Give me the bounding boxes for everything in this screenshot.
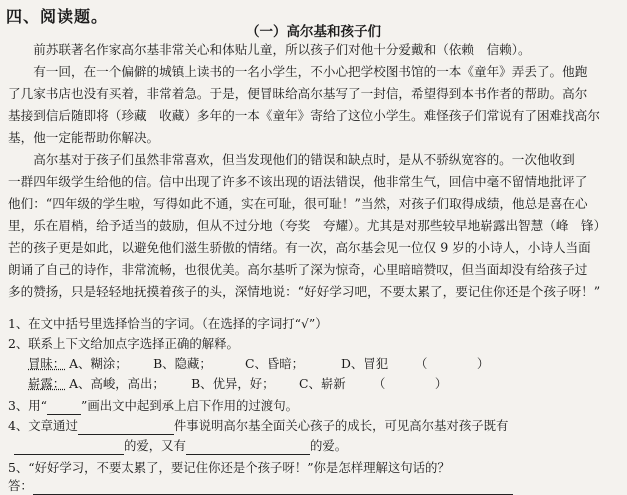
question-2-line-2 xyxy=(28,374,618,393)
q2-word-2: 崭露： xyxy=(28,376,66,391)
question-5-answer: 答： xyxy=(8,476,620,495)
q2-option: D、冒犯 xyxy=(340,356,389,371)
question-4: 4、文章通过 件事说明高尔基全面关心孩子的成长，可见高尔基对孩子既有 xyxy=(8,418,509,433)
passage-line: 高尔基对于孩子们虽然非常喜欢，但当发现他们的错误和缺点时，是从不骄纵宽容的。一次他收到 xyxy=(8,152,575,167)
q2-word-1: 冒昧： xyxy=(28,356,66,371)
question-4-cont: 的爱，又有 的爱。 xyxy=(14,436,626,455)
passage-title: （一）高尔基和孩子们 xyxy=(246,24,381,40)
q2-answer-paren[interactable]: （ ） xyxy=(372,376,448,391)
answer-line[interactable] xyxy=(33,481,513,495)
question-5: 5、“好好学习，不要太累了，要记住你还是个孩子呀！”你是怎样理解这句话的？ xyxy=(8,460,450,475)
passage-line: 里，乐在眉梢，给予适当的鼓励，但从不过分地（夸奖 夸耀）。尤其是对那些较早地崭露出智慧（峰 锋） xyxy=(8,218,607,233)
q2-answer-paren[interactable]: （ ） xyxy=(414,356,490,371)
q2-option: A、高峻，高出； xyxy=(69,376,165,391)
q4-blank[interactable] xyxy=(78,421,174,435)
passage-line: 基，他一定能帮助你解决。 xyxy=(8,130,160,145)
passage-line: 前苏联著名作家高尔基非常关心和体贴儿童，所以孩子们对他十分爱戴和（依赖 信赖）。 xyxy=(8,42,531,57)
q4-blank[interactable] xyxy=(186,441,310,455)
q2-option: C、崭新 xyxy=(299,376,346,391)
passage-line: 朗诵了自己的诗作，非常流畅，也很优美。高尔基听了深为惊奇，心里暗暗赞叹，但当面却没有给孩子过 xyxy=(8,262,588,277)
q2-option: C、昏暗； xyxy=(245,356,305,371)
question-2: 2、联系上下文给加点字选择正确的解释。 xyxy=(8,336,239,351)
wavy-line-sample xyxy=(47,401,81,415)
passage-line: 有一回，在一个偏僻的城镇上读书的一名小学生，不小心把学校图书馆的一本《童年》弄丢了。他跑 xyxy=(8,64,588,79)
q2-option: A、糊涂； xyxy=(69,356,128,371)
q2-option: B、优异，好； xyxy=(191,376,275,391)
question-1: 1、在文中括号里选择恰当的字词。（在选择的字词打“√”） xyxy=(8,316,328,331)
q2-option: B、隐藏； xyxy=(153,356,212,371)
section-heading: 四、阅读题。 xyxy=(6,7,109,26)
passage-line: 芒的孩子更是如此，以避免他们滋生骄傲的情绪。有一次，高尔基会见一位仅 9 岁的小诗人，小诗人当面 xyxy=(8,240,591,255)
passage-line: 了几家书店也没有买着，非常着急。于是，便冒昧给高尔基写了一封信，希望得到本书作者的帮助。高尔 xyxy=(8,86,588,101)
passage-line: 基接到信后随即将（珍藏 收藏）多年的一本《童年》寄给了这位小学生。难怪孩子们常说有了困难找高尔 xyxy=(8,108,600,123)
passage-line: 一群四年级学生给他的信。信中出现了许多不该出现的语法错误，他非常生气，回信中毫不留情地批评了 xyxy=(8,174,588,189)
q4-blank[interactable] xyxy=(14,441,124,455)
passage-line: 多的赞扬，只是轻轻地抚摸着孩子的头，深情地说：“好好学习吧，不要太累了，要记住你还是个孩子呀！” xyxy=(8,284,601,299)
passage-line: 他们：“四年级的学生啦，写得如此不通，实在可耻，很可耻！”当然，对孩子们取得成绩，他总是喜在心 xyxy=(8,196,588,211)
question-2-line-1 xyxy=(28,354,618,373)
question-3: 3、用“ ”画出文中起到承上启下作用的过渡句。 xyxy=(8,398,298,413)
